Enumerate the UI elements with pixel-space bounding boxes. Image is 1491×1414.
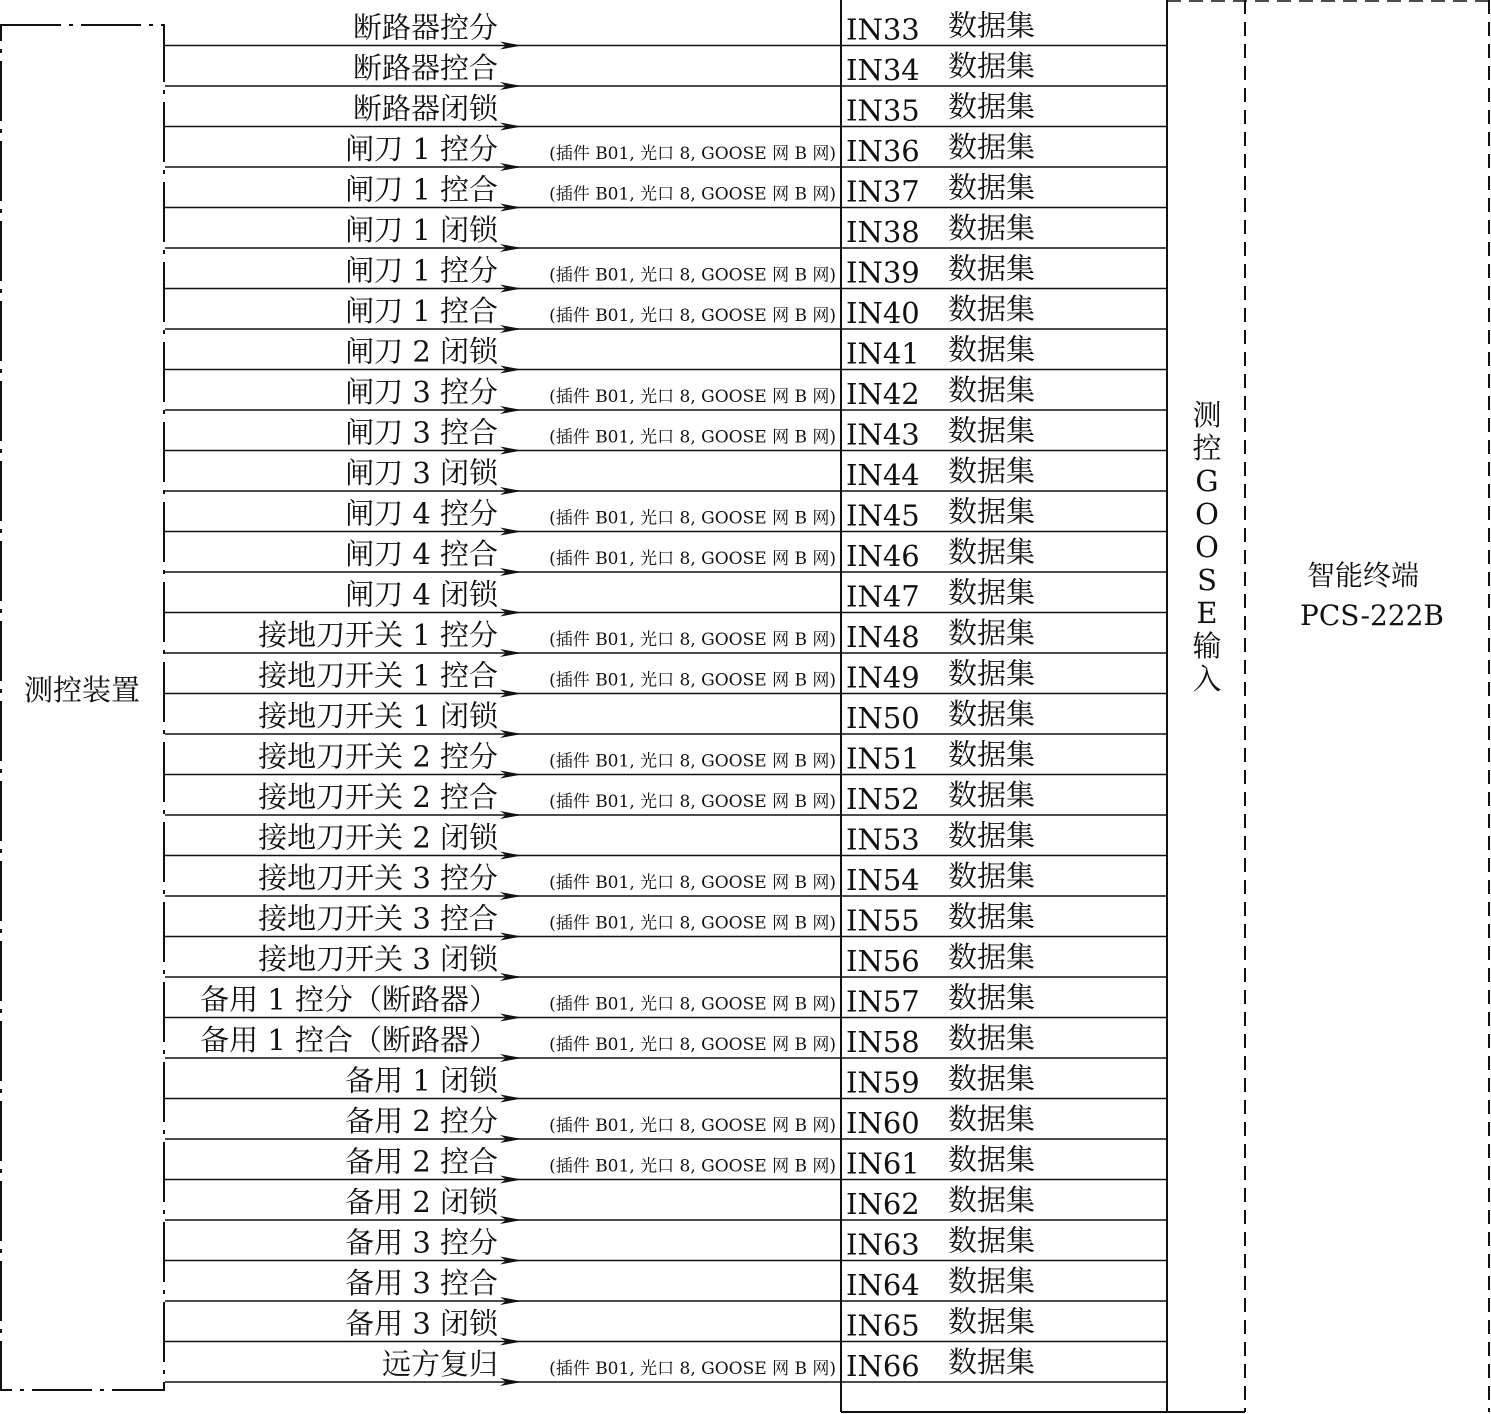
input-number: IN61 [846,1146,920,1181]
input-number: IN64 [846,1268,920,1302]
input-number: IN58 [846,1025,920,1059]
signal-row [165,1143,1167,1181]
route-note: (插件 B01, 光口 8, GOOSE 网 B 网) [549,1035,836,1055]
signal-name: 远方复归 [381,1347,498,1381]
input-number: IN51 [846,741,920,776]
input-number: IN34 [846,53,920,87]
signal-name: 闸刀 1 闭锁 [345,213,498,247]
dataset-label: 数据集 [948,89,1036,124]
signal-row [165,9,1167,47]
input-number: IN55 [846,903,920,938]
signal-name: 闸刀 3 控合 [345,415,498,450]
input-number: IN50 [846,701,920,735]
route-note: (插件 B01, 光口 8, GOOSE 网 B 网) [549,751,836,772]
signal-name: 接地刀开关 2 控分 [258,739,498,774]
signal-row [165,616,1167,654]
signal-row [165,535,1167,573]
signal-name: 闸刀 1 控合 [345,172,498,207]
signal-name: 闸刀 4 控合 [345,537,498,571]
intelligent-terminal-name: 智能终端 [1306,559,1420,592]
signal-row [165,292,1167,330]
signal-name: 闸刀 1 控合 [345,294,498,328]
signal-row [165,333,1167,371]
signal-name: 备用 3 闭锁 [345,1306,498,1341]
dataset-label: 数据集 [948,49,1036,83]
input-number: IN60 [846,1106,920,1140]
signal-row [165,373,1167,411]
dataset-label: 数据集 [948,1345,1036,1379]
signal-name: 备用 2 控分 [345,1104,498,1138]
input-number: IN37 [846,174,920,209]
route-note: (插件 B01, 光口 8, GOOSE 网 B 网) [549,1116,836,1136]
dataset-label: 数据集 [948,980,1036,1015]
route-note: (插件 B01, 光口 8, GOOSE 网 B 网) [549,1156,836,1177]
dataset-label: 数据集 [948,251,1036,286]
signal-name: 备用 2 控合 [345,1144,498,1179]
signal-row [165,130,1167,168]
route-note: (插件 B01, 光口 8, GOOSE 网 B 网) [549,994,836,1015]
dataset-label: 数据集 [948,940,1036,974]
signal-row [165,697,1167,735]
dataset-label: 数据集 [948,8,1036,43]
signal-row [165,1345,1167,1383]
input-number: IN35 [846,93,920,128]
route-note: (插件 B01, 光口 8, GOOSE 网 B 网) [549,508,836,529]
signal-row [165,1305,1167,1343]
input-number: IN38 [846,215,920,249]
signal-name: 接地刀开关 1 控合 [258,658,498,693]
input-number: IN57 [846,984,920,1019]
signal-name: 备用 3 控分 [345,1225,498,1260]
dataset-label: 数据集 [948,575,1036,610]
dataset-label: 数据集 [948,697,1036,731]
goose-input-label-char: 控 [1192,431,1222,465]
dataset-label: 数据集 [948,413,1036,448]
signal-name: 接地刀开关 2 闭锁 [258,820,498,855]
dataset-label: 数据集 [948,170,1036,205]
input-number: IN56 [846,944,920,978]
input-number: IN36 [846,134,920,168]
goose-input-label-char: 测 [1192,398,1222,432]
input-number: IN45 [846,498,920,533]
dataset-label: 数据集 [948,859,1036,893]
signal-rows [165,9,1167,1384]
signal-name: 接地刀开关 3 控分 [258,861,498,895]
signal-name: 接地刀开关 1 控分 [258,618,498,652]
dataset-label: 数据集 [948,899,1036,934]
signal-name: 断路器闭锁 [352,91,498,126]
route-note: (插件 B01, 光口 8, GOOSE 网 B 网) [549,1359,836,1379]
dataset-label: 数据集 [948,656,1036,691]
input-number: IN40 [846,296,920,330]
signal-row [165,454,1167,492]
intelligent-terminal-model: PCS-222B [1300,599,1444,632]
input-number: IN53 [846,822,920,857]
input-number: IN39 [846,255,920,290]
route-note: (插件 B01, 光口 8, GOOSE 网 B 网) [549,306,836,326]
signal-row [165,171,1167,209]
route-note: (插件 B01, 光口 8, GOOSE 网 B 网) [549,873,836,893]
signal-name: 闸刀 1 控分 [345,132,498,166]
input-number: IN42 [846,377,920,411]
signal-name: 接地刀开关 2 控合 [258,780,498,814]
route-note: (插件 B01, 光口 8, GOOSE 网 B 网) [549,913,836,934]
signal-row [165,859,1167,897]
goose-input-label-char: O [1195,497,1219,531]
measurement-device-box [1,25,164,1390]
dataset-label: 数据集 [948,373,1036,407]
signal-row [165,657,1167,695]
signal-row [165,414,1167,452]
dataset-label: 数据集 [948,1183,1036,1217]
signal-name: 接地刀开关 3 闭锁 [258,942,498,976]
signal-name: 闸刀 3 闭锁 [345,456,498,490]
route-note: (插件 B01, 光口 8, GOOSE 网 B 网) [549,184,836,205]
signal-row [165,738,1167,776]
dataset-label: 数据集 [948,454,1036,488]
signal-row [165,1224,1167,1262]
signal-name: 备用 3 控合 [345,1266,498,1300]
goose-input-label-char: O [1195,530,1219,564]
input-number: IN62 [846,1187,920,1221]
dataset-label: 数据集 [948,1142,1036,1177]
dataset-label: 数据集 [948,1021,1036,1055]
dataset-label: 数据集 [948,1264,1036,1298]
signal-name: 闸刀 4 闭锁 [345,577,498,612]
route-note: (插件 B01, 光口 8, GOOSE 网 B 网) [549,670,836,691]
dataset-label: 数据集 [948,332,1036,367]
signal-row [165,576,1167,614]
signal-name: 断路器控分 [352,10,498,45]
signal-row [165,211,1167,249]
dataset-label: 数据集 [948,535,1036,569]
signal-row [165,940,1167,978]
input-number: IN33 [846,12,920,47]
input-number: IN54 [846,863,920,897]
goose-input-label-char: S [1197,563,1217,597]
signal-row [165,819,1167,857]
dataset-label: 数据集 [948,494,1036,529]
signal-name: 闸刀 1 控分 [345,253,498,288]
input-number: IN48 [846,620,920,654]
signal-row [165,90,1167,128]
route-note: (插件 B01, 光口 8, GOOSE 网 B 网) [549,144,836,164]
input-number: IN41 [846,336,920,371]
signal-row [165,1102,1167,1140]
signal-name: 接地刀开关 3 控合 [258,901,498,936]
route-note: (插件 B01, 光口 8, GOOSE 网 B 网) [549,265,836,286]
dataset-label: 数据集 [948,778,1036,812]
input-number: IN46 [846,539,920,573]
input-number: IN66 [846,1349,920,1383]
route-note: (插件 B01, 光口 8, GOOSE 网 B 网) [549,549,836,569]
signal-name: 备用 2 闭锁 [345,1185,498,1219]
dataset-label: 数据集 [948,616,1036,650]
goose-input-label-char: 入 [1192,662,1222,696]
signal-row [165,49,1167,87]
input-number: IN47 [846,579,920,614]
goose-input-block-label [1192,398,1221,696]
route-note: (插件 B01, 光口 8, GOOSE 网 B 网) [549,792,836,812]
measurement-device-label: 测控装置 [23,673,141,707]
signal-row [165,778,1167,816]
input-number: IN49 [846,660,920,695]
signal-row [165,900,1167,938]
input-number: IN52 [846,782,920,816]
route-note: (插件 B01, 光口 8, GOOSE 网 B 网) [549,387,836,407]
dataset-label: 数据集 [948,737,1036,772]
dataset-label: 数据集 [948,818,1036,853]
dataset-label: 数据集 [948,292,1036,326]
dataset-label: 数据集 [948,1304,1036,1339]
signal-row [165,981,1167,1019]
signal-row [165,1021,1167,1059]
signal-name: 备用 1 闭锁 [345,1063,498,1098]
signal-row [165,1062,1167,1100]
signal-row [165,252,1167,290]
dataset-label: 数据集 [948,1061,1036,1096]
goose-input-label-char: G [1195,464,1219,498]
dataset-label: 数据集 [948,211,1036,245]
input-number: IN44 [846,458,920,492]
dataset-label: 数据集 [948,1223,1036,1258]
signal-row [165,1264,1167,1302]
goose-input-label-char: 输 [1192,629,1222,663]
input-number: IN43 [846,417,920,452]
signal-name: 备用 1 控合（断路器） [200,1023,498,1057]
route-note: (插件 B01, 光口 8, GOOSE 网 B 网) [549,427,836,448]
signal-name: 闸刀 3 控分 [345,375,498,409]
input-number: IN65 [846,1308,920,1343]
signal-row [165,1183,1167,1221]
dataset-label: 数据集 [948,1102,1036,1136]
signal-row [165,495,1167,533]
signal-name: 接地刀开关 1 闭锁 [258,699,498,733]
dataset-label: 数据集 [948,130,1036,164]
goose-input-label-char: E [1196,596,1218,630]
signal-name: 闸刀 4 控分 [345,496,498,531]
signal-name: 断路器控合 [352,51,498,85]
signal-name: 备用 1 控分（断路器） [200,982,498,1017]
input-number: IN59 [846,1065,920,1100]
signal-name: 闸刀 2 闭锁 [345,334,498,369]
route-note: (插件 B01, 光口 8, GOOSE 网 B 网) [549,630,836,650]
input-number: IN63 [846,1227,920,1262]
